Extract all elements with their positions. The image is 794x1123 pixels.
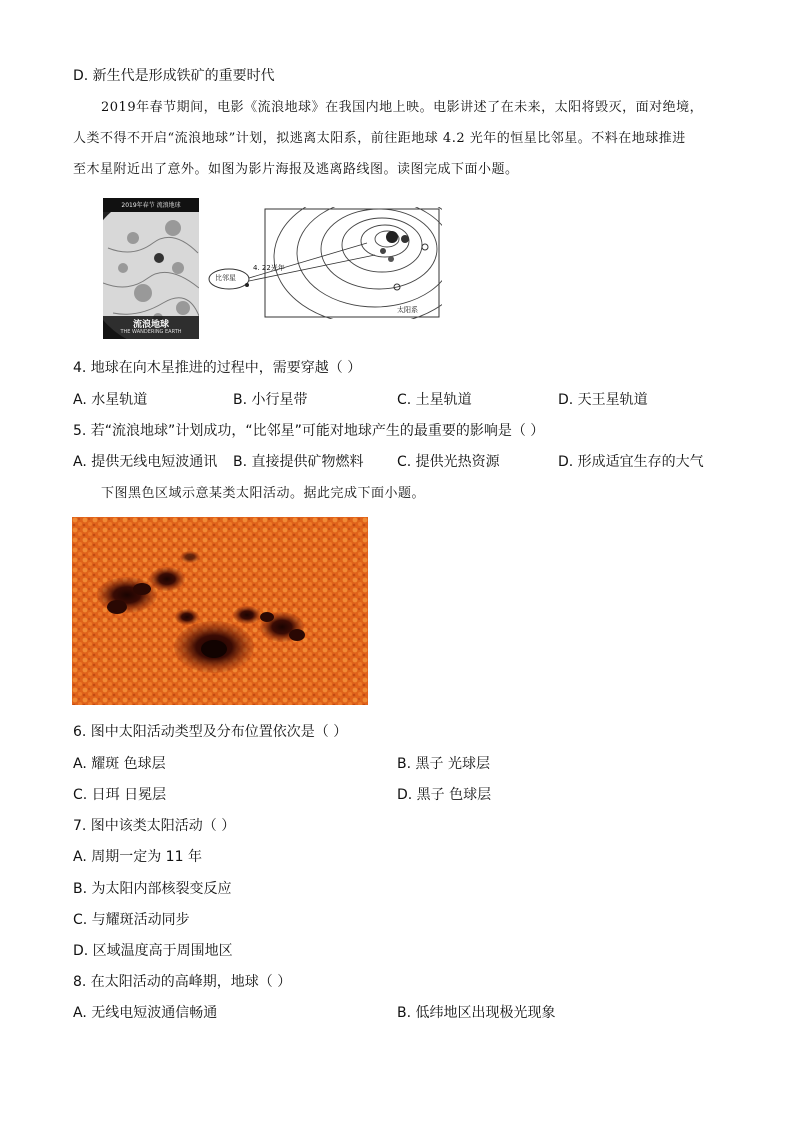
poster-subtitle: THE WANDERING EARTH xyxy=(120,329,182,335)
sunspot-photo xyxy=(72,517,368,705)
solar-system-label: 太阳系 xyxy=(397,306,418,314)
star-label: 比邻星 xyxy=(215,274,236,282)
sunspot-graphic xyxy=(72,517,368,705)
q6-stem: 6. 图中太阳活动类型及分布位置依次是（ ） xyxy=(73,724,348,740)
route-diagram-graphic xyxy=(207,207,442,319)
distance-label: 4. 22光年 xyxy=(253,264,285,272)
passage1-line3: 至木星附近出了意外。如图为影片海报及逃离路线图。读图完成下面小题。 xyxy=(73,162,519,177)
passage1-line2: 人类不得不开启“流浪地球”计划，拟逃离太阳系，前往距地球 4.2 光年的恒星比邻星。不料在地球推进 xyxy=(73,131,686,146)
q8-stem: 8. 在太阳活动的高峰期，地球（ ） xyxy=(73,974,292,990)
q5-option-d: D. 形成适宜生存的大气 xyxy=(558,454,704,470)
movie-poster-image xyxy=(103,198,199,339)
q4-option-c: C. 土星轨道 xyxy=(397,392,472,408)
poster-title: 流浪地球 xyxy=(132,320,169,330)
q3-option-d: D. 新生代是形成铁矿的重要时代 xyxy=(73,68,275,84)
q6-option-b: B. 黑子 光球层 xyxy=(397,756,490,772)
escape-route-diagram xyxy=(207,207,442,319)
q4-stem: 4. 地球在向木星推进的过程中，需要穿越（ ） xyxy=(73,360,362,376)
q7-option-b: B. 为太阳内部核裂变反应 xyxy=(73,881,232,897)
q6-option-c: C. 日珥 日冕层 xyxy=(73,787,167,803)
q5-option-c: C. 提供光热资源 xyxy=(397,454,500,470)
poster-top-text: 2019年春节 流浪地球 xyxy=(121,202,181,209)
q5-stem: 5. 若“流浪地球”计划成功，“比邻星”可能对地球产生的最重要的影响是（ ） xyxy=(73,423,545,439)
q7-option-a: A. 周期一定为 11 年 xyxy=(73,849,202,865)
q5-option-b: B. 直接提供矿物燃料 xyxy=(233,454,364,470)
q6-option-d: D. 黑子 色球层 xyxy=(397,787,492,803)
q8-option-b: B. 低纬地区出现极光现象 xyxy=(397,1005,556,1021)
q7-stem: 7. 图中该类太阳活动（ ） xyxy=(73,818,236,834)
passage2: 下图黑色区域示意某类太阳活动。据此完成下面小题。 xyxy=(101,486,426,501)
q5-option-a: A. 提供无线电短波通讯 xyxy=(73,454,218,470)
q4-option-d: D. 天王星轨道 xyxy=(558,392,648,408)
passage1-line1: 2019年春节期间，电影《流浪地球》在我国内地上映。电影讲述了在未来，太阳将毁灭，面对绝境， xyxy=(101,100,704,115)
q6-option-a: A. 耀斑 色球层 xyxy=(73,756,166,772)
q7-option-d: D. 区域温度高于周围地区 xyxy=(73,943,233,959)
q4-option-b: B. 小行星带 xyxy=(233,392,308,408)
q4-option-a: A. 水星轨道 xyxy=(73,392,148,408)
q8-option-a: A. 无线电短波通信畅通 xyxy=(73,1005,218,1021)
q7-option-c: C. 与耀斑活动同步 xyxy=(73,912,190,928)
